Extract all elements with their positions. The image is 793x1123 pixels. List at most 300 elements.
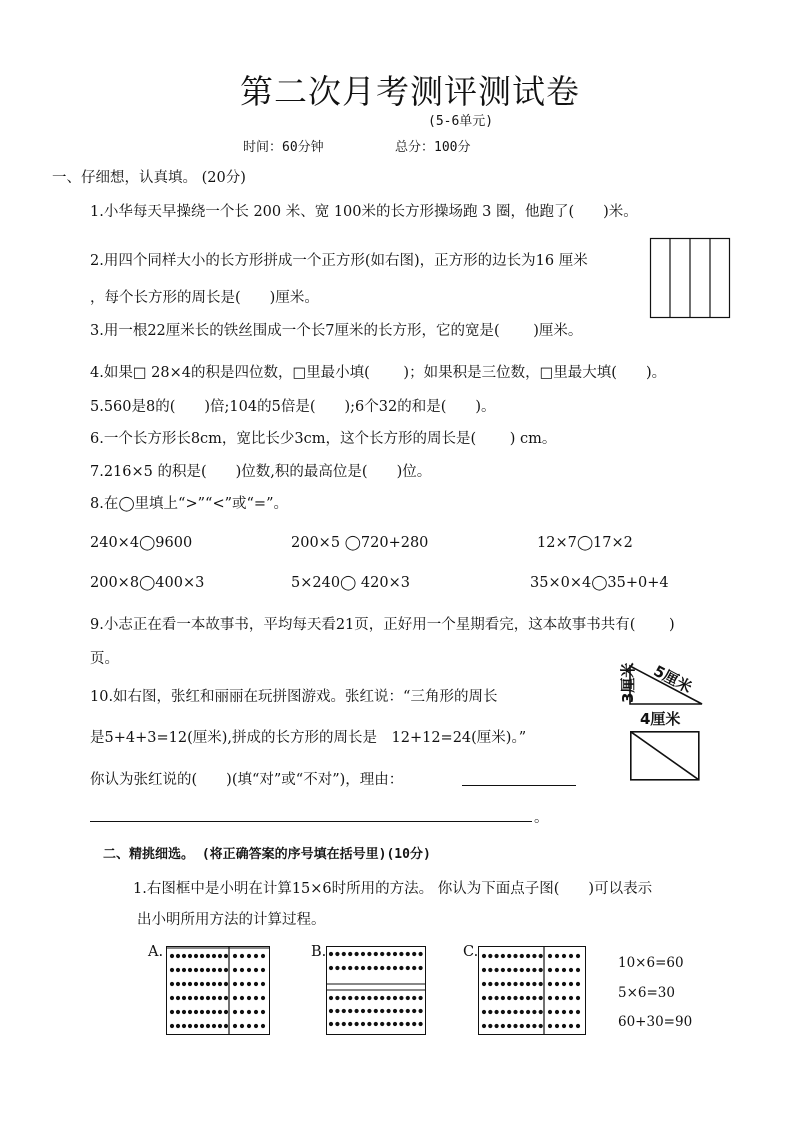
dot <box>495 1010 499 1014</box>
question-2-line-2: ，每个长方形的周长是( )厘米。 <box>90 290 319 306</box>
dot <box>212 982 216 986</box>
dot <box>539 1010 543 1014</box>
dot <box>206 996 210 1000</box>
dot <box>399 1009 403 1013</box>
dot <box>526 982 530 986</box>
dot <box>254 1024 258 1028</box>
dot <box>247 996 251 1000</box>
dot <box>233 1024 237 1028</box>
dot <box>513 968 517 972</box>
dot <box>495 982 499 986</box>
dot <box>562 996 566 1000</box>
calc-step: 10×6=60 <box>618 955 684 971</box>
option-a-label[interactable]: A. <box>148 944 164 960</box>
dot <box>194 1010 198 1014</box>
question-9-line-2: 页。 <box>90 651 119 667</box>
question-5: 5.560是8的( )倍;104的5倍是( );6个32的和是( )。 <box>90 399 496 415</box>
dot <box>261 996 265 1000</box>
dot <box>419 966 423 970</box>
question-2-line-1: 2.用四个同样大小的长方形拼成一个正方形(如右图)，正方形的边长为16 厘米 <box>90 253 588 269</box>
dot-diagram-c[interactable] <box>478 946 586 1036</box>
dot <box>555 996 559 1000</box>
dot <box>240 982 244 986</box>
dot <box>501 968 505 972</box>
dot <box>501 1010 505 1014</box>
dot <box>200 1010 204 1014</box>
compare-item: 5×240◯ 420×3 <box>291 575 410 591</box>
dot <box>482 954 486 958</box>
dot <box>182 982 186 986</box>
compare-item: 200×5 ◯720+280 <box>291 535 429 551</box>
dot <box>520 1024 524 1028</box>
dot <box>393 952 397 956</box>
page-title: 第二次月考测评测试卷 <box>240 72 580 111</box>
dot <box>513 954 517 958</box>
dot <box>569 954 573 958</box>
dot <box>206 1010 210 1014</box>
dot <box>182 996 186 1000</box>
dot <box>206 968 210 972</box>
dot <box>393 996 397 1000</box>
dot <box>482 1024 486 1028</box>
dot <box>412 1022 416 1026</box>
dot <box>548 968 552 972</box>
dot <box>539 996 543 1000</box>
dot <box>548 1010 552 1014</box>
dot <box>233 968 237 972</box>
dot <box>247 1010 251 1014</box>
dot <box>495 996 499 1000</box>
dot <box>224 954 228 958</box>
dot <box>194 982 198 986</box>
unit-subtitle: (5-6单元) <box>428 114 494 129</box>
question-6: 6.一个长方形长8cm，宽比长少3cm，这个长方形的周长是( ) cm。 <box>90 431 557 447</box>
dot <box>380 952 384 956</box>
dot <box>513 996 517 1000</box>
dot <box>569 1010 573 1014</box>
dot <box>532 1024 536 1028</box>
section-2-heading: 二、精挑细选。 (将正确答案的序号填在括号里)(10分) <box>103 847 431 862</box>
dot <box>182 968 186 972</box>
reason-blank[interactable] <box>462 768 576 786</box>
dot <box>412 996 416 1000</box>
dot <box>261 1010 265 1014</box>
dot <box>548 996 552 1000</box>
dot <box>419 952 423 956</box>
dot <box>176 982 180 986</box>
dot <box>532 1010 536 1014</box>
dot <box>406 952 410 956</box>
dot <box>520 954 524 958</box>
dot <box>247 982 251 986</box>
dot <box>206 954 210 958</box>
dot <box>548 954 552 958</box>
dot <box>224 1010 228 1014</box>
dot <box>218 954 222 958</box>
dot <box>374 952 378 956</box>
dot <box>355 996 359 1000</box>
dot <box>194 968 198 972</box>
dot <box>507 968 511 972</box>
dot <box>218 996 222 1000</box>
dot <box>520 982 524 986</box>
dot <box>329 966 333 970</box>
dot <box>482 1010 486 1014</box>
dot <box>399 996 403 1000</box>
dot <box>176 1010 180 1014</box>
dot <box>188 954 192 958</box>
dot <box>374 996 378 1000</box>
dot <box>526 1010 530 1014</box>
section-2-question-1-line-2: 出小明所用方法的计算过程。 <box>137 912 326 928</box>
dot <box>212 1024 216 1028</box>
dot <box>507 982 511 986</box>
dot <box>393 1022 397 1026</box>
dot <box>501 1024 505 1028</box>
question-10-line-2: 是5+4+3=12(厘米),拼成的长方形的周长是 12+12=24(厘米)。” <box>90 730 527 746</box>
dot <box>224 968 228 972</box>
dot <box>513 982 517 986</box>
dot <box>412 1009 416 1013</box>
dot <box>367 952 371 956</box>
dot <box>361 966 365 970</box>
dot <box>188 996 192 1000</box>
dot <box>495 954 499 958</box>
dot <box>488 1010 492 1014</box>
dot <box>488 982 492 986</box>
dot <box>562 954 566 958</box>
dot <box>539 1024 543 1028</box>
dot <box>393 1009 397 1013</box>
dot <box>555 968 559 972</box>
dot <box>240 954 244 958</box>
question-9-line-1: 9.小志正在看一本故事书，平均每天看21页，正好用一个星期看完，这本故事书共有( ) <box>90 617 675 633</box>
dot <box>380 996 384 1000</box>
dot <box>520 1010 524 1014</box>
dot <box>212 996 216 1000</box>
dot <box>576 954 580 958</box>
question-1: 1.小华每天早操绕一个长 200 米、宽 100米的长方形操场跑 3 圈，他跑了( )米。 <box>90 204 638 220</box>
dot <box>170 996 174 1000</box>
dot <box>348 952 352 956</box>
dot <box>361 1022 365 1026</box>
dot <box>233 954 237 958</box>
frame <box>479 947 586 1035</box>
dot <box>224 982 228 986</box>
dot <box>367 996 371 1000</box>
dot <box>488 996 492 1000</box>
dot <box>562 968 566 972</box>
dot <box>419 1009 423 1013</box>
dot <box>374 1009 378 1013</box>
dot <box>526 968 530 972</box>
dot <box>261 968 265 972</box>
dot <box>176 954 180 958</box>
dot <box>233 996 237 1000</box>
dot <box>532 954 536 958</box>
dot <box>254 982 258 986</box>
dot <box>495 968 499 972</box>
dot <box>342 952 346 956</box>
dot <box>194 954 198 958</box>
dot-diagram-a[interactable] <box>166 946 270 1036</box>
dot <box>335 1022 339 1026</box>
dot <box>170 1024 174 1028</box>
dot <box>355 1009 359 1013</box>
dot <box>520 996 524 1000</box>
dot <box>170 954 174 958</box>
dot <box>399 1022 403 1026</box>
dot <box>348 1009 352 1013</box>
question-8: 8.在◯里填上“>”“<”或“=”。 <box>90 496 288 512</box>
dot <box>387 996 391 1000</box>
dot <box>488 954 492 958</box>
dot <box>482 968 486 972</box>
dot <box>247 968 251 972</box>
option-c-label[interactable]: C. <box>463 944 479 960</box>
triangle-base-label: 4厘米 <box>640 710 681 728</box>
dot <box>507 954 511 958</box>
dot <box>548 1024 552 1028</box>
compare-item: 35×0×4◯35+0+4 <box>530 575 669 591</box>
dot <box>539 954 543 958</box>
dot <box>342 996 346 1000</box>
option-b-label[interactable]: B. <box>311 944 327 960</box>
dot <box>501 996 505 1000</box>
dot <box>176 1024 180 1028</box>
dot <box>406 1009 410 1013</box>
dot <box>329 1022 333 1026</box>
dot <box>182 1010 186 1014</box>
dot <box>355 966 359 970</box>
dot <box>576 996 580 1000</box>
dot <box>335 952 339 956</box>
dot <box>562 1010 566 1014</box>
dot <box>507 1024 511 1028</box>
dot <box>355 952 359 956</box>
dot <box>212 954 216 958</box>
question-4: 4.如果□ 28×4的积是四位数，□里最小填( )；如果积是三位数，□里最大填( )。 <box>90 365 667 381</box>
dot <box>406 966 410 970</box>
dot <box>367 1009 371 1013</box>
dot <box>206 1024 210 1028</box>
dot <box>355 1022 359 1026</box>
dot <box>562 982 566 986</box>
dot <box>348 996 352 1000</box>
dot <box>329 1009 333 1013</box>
dot <box>532 968 536 972</box>
dot <box>482 982 486 986</box>
dot <box>367 966 371 970</box>
dot <box>406 996 410 1000</box>
calc-step: 5×6=30 <box>618 985 675 1001</box>
dot <box>387 952 391 956</box>
dot <box>233 982 237 986</box>
dot <box>513 1024 517 1028</box>
dot <box>348 966 352 970</box>
dot <box>254 996 258 1000</box>
dot <box>188 982 192 986</box>
dot <box>254 968 258 972</box>
compare-item: 200×8◯400×3 <box>90 575 205 591</box>
dot <box>361 952 365 956</box>
dot <box>335 966 339 970</box>
dot <box>380 966 384 970</box>
dot <box>419 996 423 1000</box>
section-1-heading: 一、仔细想，认真填。 (20分) <box>52 170 246 186</box>
dot <box>532 996 536 1000</box>
dot <box>233 1010 237 1014</box>
dot <box>240 968 244 972</box>
triangle-side-label: 3厘米 <box>619 662 637 703</box>
dot <box>200 968 204 972</box>
dot <box>412 952 416 956</box>
dot <box>367 1022 371 1026</box>
dot <box>176 996 180 1000</box>
dot <box>342 1009 346 1013</box>
reason-blank-line-2[interactable] <box>90 804 532 822</box>
dot <box>526 954 530 958</box>
dot-diagram-b[interactable] <box>326 946 426 1036</box>
dot <box>247 954 251 958</box>
dot <box>555 954 559 958</box>
dot <box>393 966 397 970</box>
dot <box>261 954 265 958</box>
compare-item: 240×4◯9600 <box>90 535 193 551</box>
section-2-question-1-line-1: 1.右图框中是小明在计算15×6时所用的方法。 你认为下面点子图( )可以表示 <box>133 881 653 897</box>
question-10-line-3: 你认为张红说的( )(填“对”或“不对”)，理由： <box>90 772 404 788</box>
dot <box>206 982 210 986</box>
dot <box>200 954 204 958</box>
dot <box>170 982 174 986</box>
dot <box>348 1022 352 1026</box>
dot <box>200 1024 204 1028</box>
dot <box>399 966 403 970</box>
dot <box>562 1024 566 1028</box>
dot <box>170 1010 174 1014</box>
dot <box>254 954 258 958</box>
calc-step: 60+30=90 <box>618 1014 693 1030</box>
frame <box>167 947 270 1035</box>
dot <box>240 1024 244 1028</box>
question-3: 3.用一根22厘米长的铁丝围成一个长7厘米的长方形，它的宽是( )厘米。 <box>90 323 583 339</box>
dot <box>569 1024 573 1028</box>
dot <box>513 1010 517 1014</box>
dot <box>555 982 559 986</box>
dot <box>501 954 505 958</box>
dot <box>254 1010 258 1014</box>
dot <box>212 1010 216 1014</box>
dot <box>261 1024 265 1028</box>
dot <box>218 1010 222 1014</box>
dot <box>507 1010 511 1014</box>
dot <box>240 996 244 1000</box>
dot <box>374 966 378 970</box>
dot <box>170 968 174 972</box>
dot <box>555 1024 559 1028</box>
dot <box>569 968 573 972</box>
dot <box>374 1022 378 1026</box>
dot <box>194 996 198 1000</box>
dot <box>218 982 222 986</box>
dot <box>218 968 222 972</box>
dot <box>194 1024 198 1028</box>
dot <box>406 1022 410 1026</box>
dot <box>488 1024 492 1028</box>
dot <box>419 1022 423 1026</box>
dot <box>342 1022 346 1026</box>
dot <box>576 982 580 986</box>
dot <box>335 1009 339 1013</box>
dot <box>361 996 365 1000</box>
dot <box>182 1024 186 1028</box>
dot <box>501 982 505 986</box>
dot <box>188 1024 192 1028</box>
dot <box>520 968 524 972</box>
dot <box>507 996 511 1000</box>
dot <box>188 1010 192 1014</box>
dot <box>548 982 552 986</box>
dot <box>526 1024 530 1028</box>
time-info: 时间：60分钟 <box>243 140 324 155</box>
triangle-hypotenuse-label: 5厘米 <box>650 661 695 697</box>
score-info: 总分：100分 <box>395 140 471 155</box>
dot <box>387 966 391 970</box>
dot <box>176 968 180 972</box>
dot <box>361 1009 365 1013</box>
dot <box>240 1010 244 1014</box>
question-7: 7.216×5 的积是( )位数,积的最高位是( )位。 <box>90 464 432 480</box>
dot <box>200 996 204 1000</box>
dot <box>329 996 333 1000</box>
compare-item: 12×7◯17×2 <box>537 535 633 551</box>
dot <box>539 968 543 972</box>
dot <box>569 982 573 986</box>
question-10-line-1: 10.如右图，张红和丽丽在玩拼图游戏。张红说：“三角形的周长 <box>90 689 498 705</box>
dot <box>576 1024 580 1028</box>
dot <box>387 1009 391 1013</box>
dot <box>569 996 573 1000</box>
dot <box>555 1010 559 1014</box>
dot <box>335 996 339 1000</box>
dot <box>380 1009 384 1013</box>
dot <box>342 966 346 970</box>
dot <box>482 996 486 1000</box>
square-figure <box>650 238 730 318</box>
question-10-end: 。 <box>534 810 549 826</box>
dot <box>495 1024 499 1028</box>
dot <box>247 1024 251 1028</box>
dot <box>212 968 216 972</box>
dot <box>387 1022 391 1026</box>
dot <box>412 966 416 970</box>
dot <box>224 996 228 1000</box>
dot <box>224 1024 228 1028</box>
dot <box>188 968 192 972</box>
dot <box>576 968 580 972</box>
dot <box>399 952 403 956</box>
dot <box>526 996 530 1000</box>
rectangle-figure <box>630 731 700 781</box>
dot <box>488 968 492 972</box>
dot <box>218 1024 222 1028</box>
dot <box>532 982 536 986</box>
dot <box>380 1022 384 1026</box>
dot <box>539 982 543 986</box>
dot <box>182 954 186 958</box>
dot <box>261 982 265 986</box>
dot <box>329 952 333 956</box>
